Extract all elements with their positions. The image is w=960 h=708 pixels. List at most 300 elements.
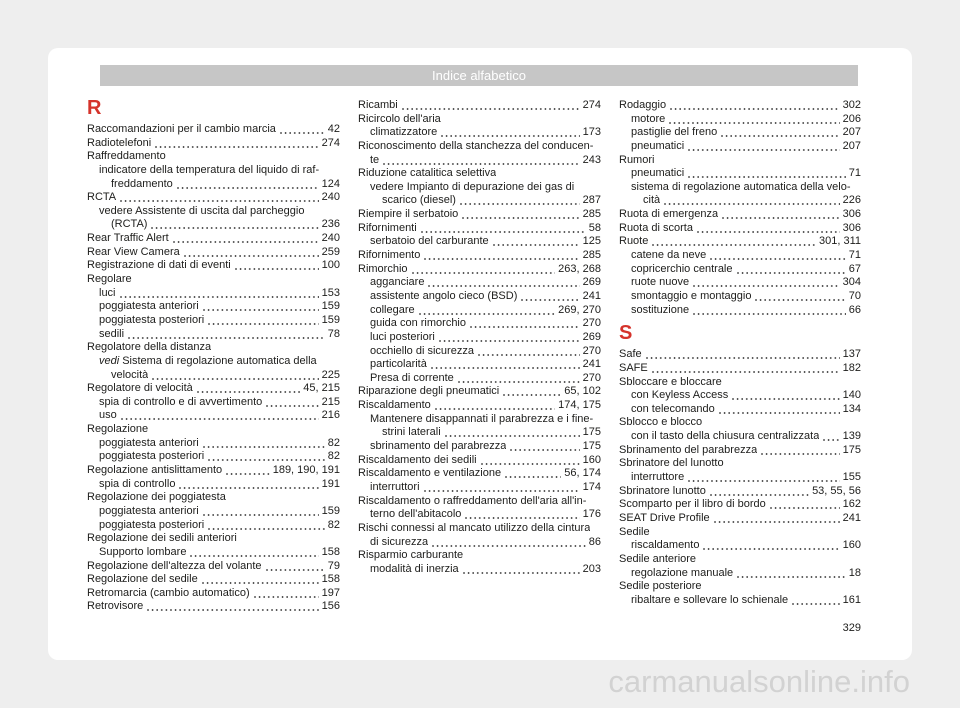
dot-leader — [714, 512, 840, 526]
dot-leader — [179, 478, 318, 492]
index-entry-text: poggiatesta anteriori — [99, 504, 199, 517]
index-entry — [87, 191, 340, 205]
page-reference: 82 — [327, 518, 340, 531]
index-entry-text: Sistema di regolazione automatica della — [122, 354, 317, 367]
index-entry-text: Ruota di scorta — [619, 221, 693, 234]
index-entry — [87, 587, 340, 601]
dot-leader — [266, 396, 318, 410]
page-reference: 225 — [321, 368, 340, 381]
dot-leader — [202, 573, 319, 587]
index-entry-text: Regolare — [87, 273, 132, 286]
index-entry-text: agganciare — [370, 276, 425, 289]
dot-leader — [458, 372, 580, 386]
index-entry-text: terno dell'abitacolo — [370, 508, 462, 521]
dot-leader — [688, 167, 846, 181]
index-subentry — [619, 276, 861, 290]
dot-leader — [235, 259, 319, 273]
dot-leader — [722, 208, 840, 222]
index-entry — [358, 113, 601, 127]
page-reference: 191 — [321, 477, 340, 490]
index-entry-text: poggiatesta anteriori — [99, 436, 199, 449]
index-entry-text: assistente angolo cieco (BSD) — [370, 289, 518, 302]
page-reference: 78 — [327, 327, 340, 340]
index-entry-text: Ruote — [619, 235, 649, 248]
page-reference: 66 — [848, 303, 861, 316]
index-entry — [619, 362, 861, 376]
dot-leader — [128, 328, 325, 342]
index-entry — [358, 208, 601, 222]
index-entry — [619, 235, 861, 249]
index-entry — [619, 498, 861, 512]
page-reference: 269 — [582, 330, 601, 343]
index-subentry — [619, 126, 861, 140]
index-entry-text: pneumatici — [631, 167, 685, 180]
dot-leader — [203, 437, 325, 451]
index-subentry — [358, 508, 601, 522]
page-reference: 53, 55, 56 — [812, 484, 861, 497]
dot-leader — [383, 154, 579, 168]
index-entry-text: Raccomandazioni per il cambio marcia — [87, 123, 276, 135]
page-reference: 287 — [582, 194, 601, 207]
page-reference: 182 — [842, 361, 861, 374]
index-entry-text: Rifornimento — [358, 249, 421, 262]
index-subentry — [358, 536, 601, 550]
dot-leader — [770, 498, 840, 512]
index-entry-text: Riconoscimento della stanchezza del conducen- — [358, 139, 594, 152]
index-entry-text: Rimorchio — [358, 262, 408, 275]
dot-leader — [460, 194, 580, 208]
dot-leader — [737, 263, 846, 277]
index-entry-text: poggiatesta posteriori — [99, 450, 205, 463]
page-number: 329 — [842, 622, 861, 634]
index-entry-text: Rodaggio — [619, 99, 667, 111]
index-subentry — [619, 389, 861, 403]
dot-leader — [755, 290, 845, 304]
index-entry — [87, 532, 340, 546]
index-entry-text: ribaltare e sollevare lo schienale — [631, 593, 789, 606]
dot-leader — [208, 519, 325, 533]
index-entry-text: Scomparto per il libro di bordo — [619, 498, 766, 511]
index-entry-text: scarico (diesel) — [382, 194, 456, 207]
index-entry-text: guida con rimorchio — [370, 317, 466, 330]
index-subentry — [358, 304, 601, 318]
page-reference: 270 — [582, 371, 601, 384]
index-entry-text: poggiatesta anteriori — [99, 300, 199, 313]
page-reference: 285 — [582, 208, 601, 221]
index-entry-text: Presa di corrente — [370, 371, 454, 384]
page-reference: 306 — [842, 221, 861, 234]
dot-leader — [465, 508, 579, 522]
index-subentry — [87, 355, 340, 369]
index-entry — [619, 208, 861, 222]
index-entry — [358, 454, 601, 468]
index-column-3 — [619, 99, 861, 607]
page-reference: 139 — [842, 430, 861, 443]
page-reference: 263, 268 — [558, 262, 601, 275]
dot-leader — [173, 232, 319, 246]
index-entry-text: pastiglie del freno — [631, 126, 718, 139]
dot-leader — [184, 246, 319, 260]
page-reference: 140 — [842, 389, 861, 402]
page-reference: 174 — [582, 480, 601, 493]
index-entry — [87, 423, 340, 437]
index-subentry — [87, 205, 340, 219]
page-reference: 100 — [321, 259, 340, 272]
index-subentry — [619, 263, 861, 277]
index-entry-text: Rear View Camera — [87, 245, 180, 258]
index-entry — [358, 263, 601, 277]
index-entry — [358, 495, 601, 509]
index-subentry — [358, 126, 601, 140]
index-entry-text: sostituzione — [631, 303, 690, 316]
index-entry-text: Regolazione dei sedili anteriori — [87, 532, 237, 545]
dot-leader — [693, 276, 840, 290]
index-entry-text: Sbrinatore del lunotto — [619, 457, 724, 470]
page-reference: 125 — [582, 235, 601, 248]
page-reference: 137 — [842, 348, 861, 361]
dot-leader — [721, 126, 839, 140]
index-subentry — [87, 437, 340, 451]
page-reference: 82 — [327, 436, 340, 449]
index-entry-text: particolarità — [370, 358, 427, 371]
page-reference: 189, 190, 191 — [272, 464, 340, 477]
index-entry-text: RCTA — [87, 191, 117, 204]
index-entry-text: Ruota di emergenza — [619, 208, 719, 221]
index-subentry — [358, 181, 601, 195]
page-reference: 216 — [321, 409, 340, 422]
index-letter-heading: S — [619, 322, 633, 345]
index-entry — [619, 348, 861, 362]
page-reference: 134 — [842, 402, 861, 415]
index-entry-text: Sedile posteriore — [619, 580, 702, 593]
dot-leader — [664, 194, 840, 208]
index-entry — [619, 526, 861, 540]
index-subentry — [87, 178, 340, 192]
page-reference: 174, 175 — [558, 399, 601, 412]
index-entry-text: freddamento — [111, 177, 173, 190]
page-reference: 160 — [842, 539, 861, 552]
index-entry — [619, 99, 861, 113]
index-entry-text: motore — [631, 112, 666, 125]
index-subentry — [87, 505, 340, 519]
index-entry — [619, 416, 861, 430]
index-entry-text: con telecomando — [631, 402, 715, 415]
page-reference: 124 — [321, 177, 340, 190]
index-subentry — [619, 113, 861, 127]
index-entry-text: vedere Assistente di uscita dal parcheggio — [99, 204, 305, 217]
page-reference: 160 — [582, 453, 601, 466]
index-entry-text: spia di controllo e di avvertimento — [99, 395, 263, 408]
index-entry-text: sbrinamento del parabrezza — [370, 440, 507, 453]
index-entry — [358, 140, 601, 154]
page-reference: 240 — [321, 232, 340, 245]
index-entry-text: Riscaldamento — [358, 399, 431, 412]
dot-leader — [197, 382, 301, 396]
index-entry — [87, 232, 340, 246]
page-reference: 71 — [848, 167, 861, 180]
watermark-text: carmanualsonline.info — [608, 664, 910, 699]
dot-leader — [669, 113, 839, 127]
index-subentry — [358, 413, 601, 427]
index-entry-text: Riempire il serbatoio — [358, 208, 459, 221]
index-entry-text: Sedile anteriore — [619, 552, 697, 565]
index-entry-text: serbatoio del carburante — [370, 235, 489, 248]
index-subentry — [87, 519, 340, 533]
page-reference: 207 — [842, 126, 861, 139]
index-entry — [619, 444, 861, 458]
index-entry — [87, 246, 340, 260]
page-reference: 243 — [582, 153, 601, 166]
dot-leader — [121, 409, 319, 423]
index-entry — [619, 376, 861, 390]
index-entry-text: te — [370, 153, 380, 166]
index-entry-text: Sbloccare e bloccare — [619, 375, 722, 388]
index-entry-text: ruote nuove — [631, 276, 690, 289]
index-subentry — [87, 328, 340, 342]
page-reference: 42 — [327, 123, 340, 135]
index-entry-text: Registrazione di dati di eventi — [87, 259, 231, 272]
index-subentry — [87, 546, 340, 560]
index-entry-text: riscaldamento — [631, 539, 700, 552]
dot-leader — [710, 249, 846, 263]
dot-leader — [463, 563, 580, 577]
page-reference: 215 — [321, 395, 340, 408]
index-subentry — [87, 314, 340, 328]
index-subentry — [619, 167, 861, 181]
index-entry-text: Riduzione catalitica selettiva — [358, 167, 497, 180]
index-subentry — [619, 140, 861, 154]
index-column-2 — [358, 99, 601, 576]
index-entry-text: sedili — [99, 327, 125, 340]
dot-leader — [439, 331, 580, 345]
dot-leader — [521, 290, 579, 304]
dot-leader — [670, 99, 840, 113]
index-entry-text: Regolazione dell'altezza del volante — [87, 559, 262, 572]
index-subentry — [619, 594, 861, 608]
index-entry-text: strini laterali — [382, 426, 441, 439]
dot-leader — [652, 235, 816, 249]
dot-leader — [402, 99, 580, 113]
dot-leader — [203, 505, 319, 519]
dot-leader — [462, 208, 579, 222]
page-reference: 159 — [321, 300, 340, 313]
dot-leader — [761, 444, 839, 458]
index-entry — [619, 553, 861, 567]
index-entry — [619, 580, 861, 594]
index-entry-text: con il tasto della chiusura centralizzata — [631, 430, 820, 443]
index-entry — [358, 399, 601, 413]
index-entry-text: uso — [99, 409, 117, 422]
index-entry — [358, 167, 601, 181]
index-subentry — [619, 430, 861, 444]
page-reference: 301, 311 — [818, 235, 861, 248]
dot-leader — [424, 249, 579, 263]
dot-leader — [693, 304, 846, 318]
dot-leader — [152, 369, 318, 383]
index-entry-text: Regolazione antislittamento — [87, 464, 223, 477]
page-reference: 241 — [582, 289, 601, 302]
index-entry-text: poggiatesta posteriori — [99, 313, 205, 326]
dot-leader — [208, 314, 318, 328]
page-reference: 269, 270 — [558, 303, 601, 316]
dot-leader — [266, 560, 325, 574]
index-entry-text: Sedile — [619, 525, 650, 538]
page-reference: 162 — [842, 498, 861, 511]
index-entry-text: Sbrinamento del parabrezza — [619, 443, 758, 456]
page-reference: 206 — [842, 112, 861, 125]
index-entry-text: (RCTA) — [111, 218, 148, 231]
index-entry — [87, 341, 340, 355]
index-entry-text: interruttore — [631, 471, 685, 484]
index-subentry — [358, 563, 601, 577]
page-reference: 176 — [582, 508, 601, 521]
index-subentry — [358, 317, 601, 331]
index-entry-text: di sicurezza — [370, 535, 429, 548]
dot-leader — [431, 358, 580, 372]
page-reference: 159 — [321, 313, 340, 326]
index-entry — [87, 150, 340, 164]
dot-leader — [792, 594, 839, 608]
index-entry-text: Regolazione dei poggiatesta — [87, 491, 226, 504]
index-subentry — [358, 426, 601, 440]
page-reference: 45, 215 — [303, 382, 340, 395]
dot-leader — [823, 430, 839, 444]
index-entry — [358, 222, 601, 236]
dot-leader — [732, 389, 839, 403]
index-letter-heading: R — [87, 97, 102, 119]
index-subentry — [358, 358, 601, 372]
index-entry — [87, 273, 340, 287]
index-entry-text: copricerchio centrale — [631, 262, 733, 275]
index-subentry — [358, 276, 601, 290]
dot-leader — [719, 403, 840, 417]
page-reference: 302 — [842, 99, 861, 111]
index-entry-text: Retrovisore — [87, 600, 144, 613]
index-entry-text: Rear Traffic Alert — [87, 232, 169, 245]
dot-leader — [254, 587, 319, 601]
page-reference: 158 — [321, 545, 340, 558]
index-entry — [87, 573, 340, 587]
page-reference: 86 — [588, 535, 601, 548]
index-subentry — [619, 471, 861, 485]
page-reference: 270 — [582, 344, 601, 357]
index-entry — [87, 560, 340, 574]
dot-leader — [428, 276, 579, 290]
dot-leader — [419, 304, 556, 318]
index-subentry — [619, 539, 861, 553]
index-entry — [358, 549, 601, 563]
index-entry-text: Riscaldamento dei sedili — [358, 453, 477, 466]
page-reference: 158 — [321, 573, 340, 586]
index-entry-text: Risparmio carburante — [358, 549, 464, 562]
index-entry — [358, 467, 601, 481]
index-subentry — [358, 290, 601, 304]
index-entry-text: Ricircolo dell'aria — [358, 112, 441, 125]
index-entry-text: occhiello di sicurezza — [370, 344, 474, 357]
index-entry — [619, 485, 861, 499]
page-reference: 175 — [582, 440, 601, 453]
index-subentry — [619, 194, 861, 208]
index-entry-text: Rumori — [619, 153, 655, 166]
dot-leader — [190, 546, 318, 560]
dot-leader — [478, 345, 580, 359]
index-entry-text: vedere Impianto di depurazione dei gas di — [370, 180, 575, 193]
page-reference: 18 — [848, 566, 861, 579]
index-subentry — [358, 194, 601, 208]
page-reference: 241 — [842, 511, 861, 524]
page-reference: 175 — [582, 426, 601, 439]
index-entry-text: Rischi connessi al mancato utilizzo della cintura — [358, 521, 591, 534]
page-reference: 285 — [582, 249, 601, 262]
index-entry-text: Rifornimenti — [358, 221, 417, 234]
index-entry-text: SAFE — [619, 361, 648, 374]
page-reference: 259 — [321, 245, 340, 258]
index-entry — [619, 512, 861, 526]
index-subentry — [358, 154, 601, 168]
dot-leader — [435, 399, 555, 413]
page-reference: 155 — [842, 471, 861, 484]
page-reference: 82 — [327, 450, 340, 463]
page-reference: 274 — [321, 136, 340, 149]
dot-leader — [493, 235, 580, 249]
index-entry — [87, 259, 340, 273]
page-reference: 175 — [842, 443, 861, 456]
dot-leader — [703, 539, 839, 553]
dot-leader — [503, 385, 561, 399]
dot-leader — [120, 191, 319, 205]
index-entry-text: Sbrinatore lunotto — [619, 484, 706, 497]
index-entry-text: modalità di inerzia — [370, 562, 459, 575]
page-reference: 197 — [321, 586, 340, 599]
index-subentry — [619, 403, 861, 417]
index-subentry — [87, 450, 340, 464]
dot-leader — [177, 178, 319, 192]
dot-leader — [470, 317, 580, 331]
index-subentry — [87, 369, 340, 383]
dot-leader — [688, 471, 839, 485]
page-reference: 306 — [842, 208, 861, 221]
index-entry-text: Raffreddamento — [87, 150, 166, 163]
index-subentry — [358, 235, 601, 249]
index-entry-text: smontaggio e montaggio — [631, 289, 752, 302]
index-subentry — [619, 567, 861, 581]
index-subentry — [358, 440, 601, 454]
index-subentry — [619, 181, 861, 195]
index-entry-text: poggiatesta posteriori — [99, 518, 205, 531]
index-entry-text: Riparazione degli pneumatici — [358, 385, 500, 398]
index-subentry — [619, 290, 861, 304]
page-reference: 56, 174 — [564, 467, 601, 480]
dot-leader — [421, 222, 586, 236]
index-entry — [87, 382, 340, 396]
index-entry-text: SEAT Drive Profile — [619, 511, 710, 524]
index-entry-text: Regolazione del sedile — [87, 573, 198, 586]
index-entry — [619, 222, 861, 236]
dot-leader — [652, 362, 840, 376]
index-subentry — [87, 300, 340, 314]
dot-leader — [208, 450, 325, 464]
page-reference: 161 — [842, 593, 861, 606]
dot-leader — [441, 126, 579, 140]
dot-leader — [688, 140, 839, 154]
index-entry — [358, 522, 601, 536]
index-subentry — [358, 481, 601, 495]
index-entry-text: luci posteriori — [370, 330, 435, 343]
index-entry — [619, 154, 861, 168]
page-reference: 269 — [582, 276, 601, 289]
index-entry — [87, 600, 340, 614]
page-reference: 236 — [321, 218, 340, 231]
